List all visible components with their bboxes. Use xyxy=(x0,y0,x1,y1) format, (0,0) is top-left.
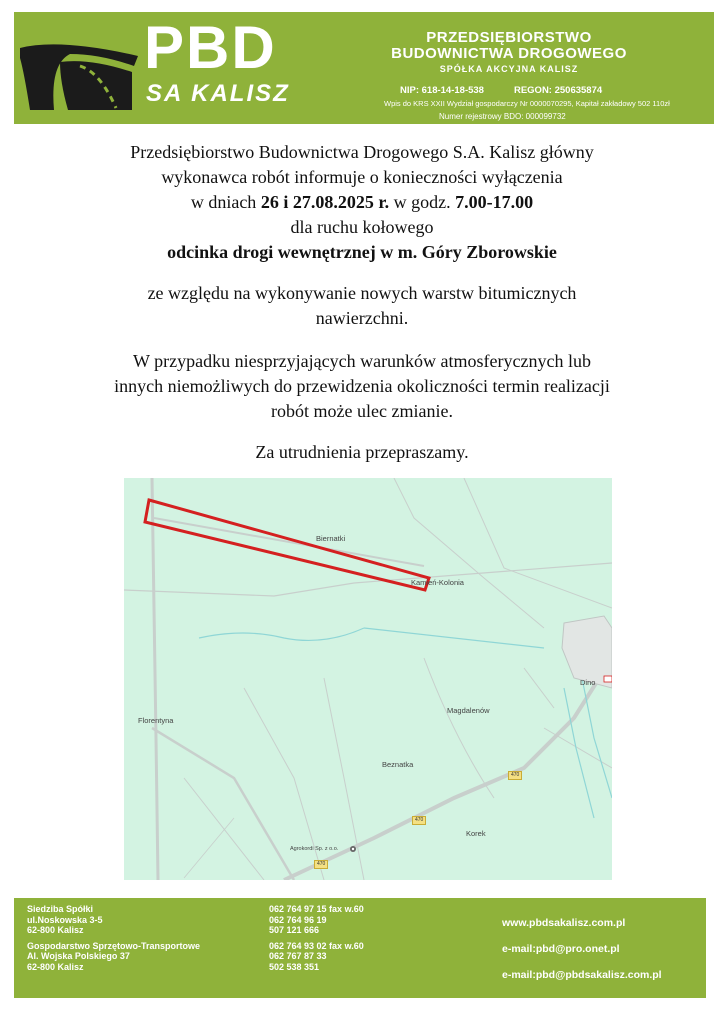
hq-street: ul.Noskowska 3-5 xyxy=(27,914,103,925)
notice-line: innych niemożliwych do przewidzenia okoliczności termin realizacji xyxy=(114,376,610,396)
road-logo-icon xyxy=(20,32,138,112)
hq-title: Siedziba Spółki xyxy=(27,904,94,914)
closure-hours: 7.00-17.00 xyxy=(455,192,534,212)
road-number-badge: 470 xyxy=(412,816,426,825)
phone-number: 062 764 96 19 xyxy=(269,914,327,925)
company-name-line-1: PRZEDSIĘBIORSTWO xyxy=(426,29,592,46)
nip-number: NIP: 618-14-18-538 xyxy=(400,85,484,96)
gst-street: Al. Wojska Polskiego 37 xyxy=(27,951,130,961)
krs-info: Wpis do KRS XXII Wydział gospodarczy Nr 0000070295, Kapitał zakładowy 502 110zł xyxy=(384,99,670,108)
map-label-dino: Dino xyxy=(580,678,596,687)
regon-number: REGON: 250635874 xyxy=(513,85,603,96)
notice-line: W przypadku niesprzyjających warunków atmosferycznych lub xyxy=(133,351,591,371)
gst-title: Gospodarstwo Sprzętowo-Transportowe xyxy=(27,940,201,951)
brand-city: SA KALISZ xyxy=(146,80,290,107)
map-label-magdalenow: Magdalenów xyxy=(447,706,490,715)
map-label-agrokordi: Agrokordi Sp. z o.o. xyxy=(290,846,339,852)
road-section-name: odcinka drogi wewnętrznej w m. Góry Zborowskie xyxy=(167,242,557,262)
company-ids xyxy=(384,84,704,123)
notice-line: Przedsiębiorstwo Budownictwa Drogowego S.A. Kalisz główny xyxy=(130,142,594,162)
road-number-badge: 470 xyxy=(508,771,522,780)
map-label-biernatki: Biernatki xyxy=(316,534,346,543)
map-label-florentyna: Florentyna xyxy=(138,716,174,725)
location-map xyxy=(124,478,612,880)
registry-number: Numer rejestrowy BDO: 000099732 xyxy=(439,112,566,121)
notice-text xyxy=(60,140,664,465)
brand-name: PBD xyxy=(144,14,277,81)
company-name-line-2: BUDOWNICTWA DROGOWEGO xyxy=(391,45,627,62)
phone-number: 507 121 666 xyxy=(269,925,320,935)
apology-line: Za utrudnienia przepraszamy. xyxy=(255,442,469,462)
map-label-kamien-kolonia: Kamień-Kolonia xyxy=(411,578,464,587)
notice-line: robót może ulec zmianie. xyxy=(271,401,453,421)
footer-contact-bar xyxy=(14,898,706,998)
company-name-block xyxy=(354,30,664,76)
email-link[interactable]: e-mail:pbd@pbdsakalisz.com.pl xyxy=(502,969,662,981)
website-link[interactable]: www.pbdsakalisz.com.pl xyxy=(502,917,626,929)
notice-line: ze względu na wykonywanie nowych warstw bitumicznych xyxy=(147,283,577,303)
gst-city: 62-800 Kalisz xyxy=(27,961,84,972)
notice-line: dla ruchu kołowego xyxy=(290,217,434,237)
phone-number: 062 764 93 02 fax w.60 xyxy=(269,940,364,951)
footer-phones xyxy=(269,904,364,972)
map-label-beznatka: Beznatka xyxy=(382,760,414,769)
letterhead xyxy=(14,12,714,124)
map-label-korek: Korek xyxy=(466,829,486,838)
hq-city: 62-800 Kalisz xyxy=(27,925,84,935)
notice-line: nawierzchni. xyxy=(315,308,409,328)
closure-dates: 26 i 27.08.2025 r. xyxy=(260,192,390,212)
notice-line: wykonawca robót informuje o konieczności wyłączenia xyxy=(161,167,563,187)
footer-addresses xyxy=(27,904,200,972)
road-number-badge: 470 xyxy=(314,860,328,869)
company-name-line-3: SPÓŁKA AKCYJNA KALISZ xyxy=(439,64,579,74)
phone-number: 062 764 97 15 fax w.60 xyxy=(269,904,364,914)
email-link[interactable]: e-mail:pbd@pro.onet.pl xyxy=(502,943,620,955)
notice-dates-line: w dniach 26 i 27.08.2025 r. w godz. 7.00-17.00 xyxy=(190,192,534,212)
phone-number: 062 767 87 33 xyxy=(269,951,327,961)
footer-web xyxy=(502,910,662,988)
map-roads xyxy=(124,478,612,880)
phone-number: 502 538 351 xyxy=(269,961,320,972)
